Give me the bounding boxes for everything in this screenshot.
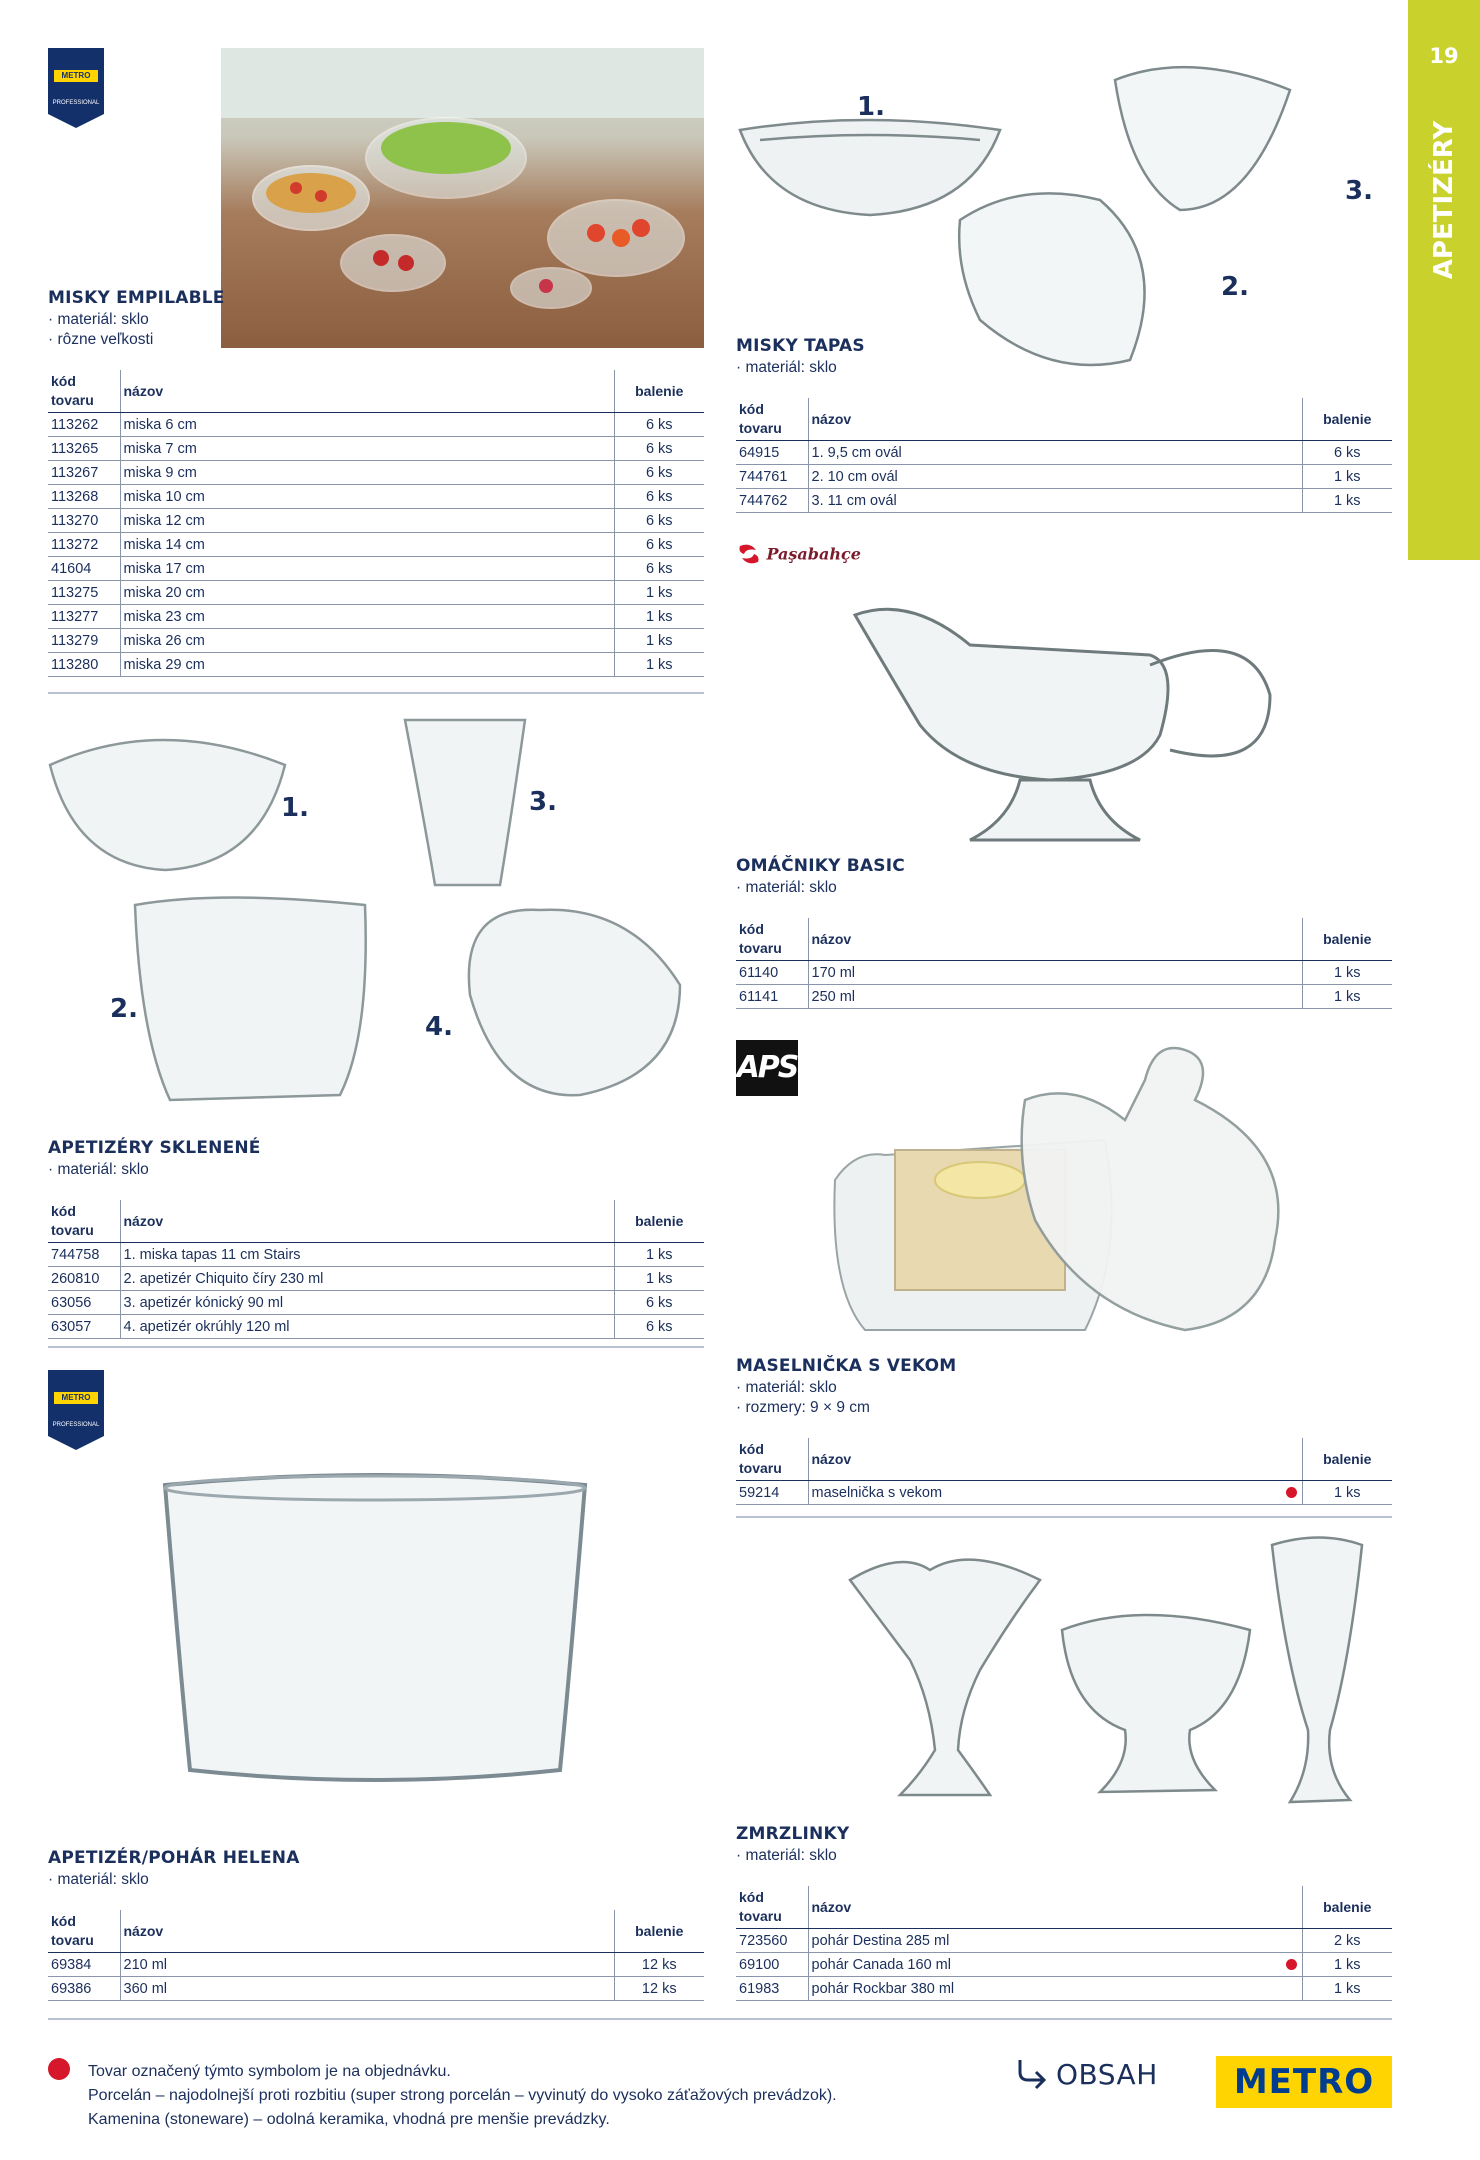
table-row: 113279 miska 26 cm 1 ks xyxy=(48,629,704,653)
maselnicka-table xyxy=(736,1438,1392,1505)
table-row: 113272 miska 14 cm 6 ks xyxy=(48,533,704,557)
sklenene-table xyxy=(48,1200,704,1339)
maselnicka-attr-size: · rozmery: 9 × 9 cm xyxy=(736,1399,870,1416)
metro-footer-logo-text: METRO xyxy=(1233,2062,1375,2102)
table-row: 61140 170 ml 1 ks xyxy=(736,961,1392,985)
tapas-title: MISKY TAPAS xyxy=(736,336,865,356)
zmrzlinky-attr-material: · materiál: sklo xyxy=(736,1847,837,1864)
footer-separator xyxy=(48,2018,1392,2020)
table-row: 113277 miska 23 cm 1 ks xyxy=(48,605,704,629)
chapter-sidebar xyxy=(1408,0,1480,560)
table-header-row: kód tovaru názov balenie xyxy=(48,1910,704,1953)
omacniky-attr-material: · materiál: sklo xyxy=(736,879,837,896)
table-row: 69386 360 ml 12 ks xyxy=(48,1977,704,2001)
footer-legend-dot-icon xyxy=(48,2058,70,2080)
table-row: 113275 miska 20 cm 1 ks xyxy=(48,581,704,605)
table-header-row: kód tovaru názov balenie xyxy=(736,918,1392,961)
table-row: 744762 3. 11 cm ovál 1 ks xyxy=(736,489,1392,513)
sklenene-attr-material: · materiál: sklo xyxy=(48,1161,149,1178)
col-pack-header: balenie xyxy=(614,370,704,413)
badge-professional-text: PROFESSIONAL xyxy=(52,1422,100,1428)
glass-appetizers-illustration xyxy=(40,715,690,1135)
badge-metro-text: METRO xyxy=(61,71,91,80)
zmrzlinky-title: ZMRZLINKY xyxy=(736,1824,850,1844)
col-code-header: kód tovaru xyxy=(48,370,120,413)
ice-cream-cups-illustration xyxy=(840,1530,1400,1820)
badge-professional-text: PROFESSIONAL xyxy=(52,100,100,106)
pasabahce-text: Paşabahçe xyxy=(766,544,861,564)
sklenene-end-rule xyxy=(48,1346,704,1348)
page-number: 19 xyxy=(1429,44,1459,68)
metro-professional-badge xyxy=(48,48,104,124)
maselnicka-attr-material: · materiál: sklo xyxy=(736,1379,837,1396)
tapas-bowls-illustration xyxy=(730,60,1400,380)
order-only-dot-icon xyxy=(1286,1487,1297,1498)
gravy-boat-illustration xyxy=(850,585,1280,855)
aps-logo: APS xyxy=(736,1040,798,1096)
badge-metro-text: METRO xyxy=(61,1393,91,1402)
table-row: 113267 miska 9 cm 6 ks xyxy=(48,461,704,485)
table-row: 64915 1. 9,5 cm ovál 6 ks xyxy=(736,441,1392,465)
table-row: 260810 2. apetizér Chiquito číry 230 ml 1 ks xyxy=(48,1267,704,1291)
tapas-label-2: 2. xyxy=(1221,272,1249,302)
footer-legend-line-2: Porcelán – najodolnejší proti rozbitiu (super strong porcelán – vyvinutý do vysoko záťažových prevádzok). xyxy=(88,2087,837,2104)
sklenene-label-3: 3. xyxy=(529,787,557,817)
metro-badge-shape-icon xyxy=(48,1370,104,1450)
table-header-row: kód tovaru názov balenie xyxy=(736,398,1392,441)
sklenene-label-1: 1. xyxy=(281,793,309,823)
toc-link[interactable] xyxy=(1014,2056,1158,2092)
empilable-photo xyxy=(221,48,704,348)
tapas-label-3: 3. xyxy=(1345,176,1373,206)
footer-legend xyxy=(88,2060,837,2132)
table-row: 113265 miska 7 cm 6 ks xyxy=(48,437,704,461)
table-row: 744761 2. 10 cm ovál 1 ks xyxy=(736,465,1392,489)
table-row: 113280 miska 29 cm 1 ks xyxy=(48,653,704,677)
butter-dish-illustration xyxy=(825,1040,1305,1340)
chapter-label: APETIZÉRY xyxy=(1429,120,1459,280)
empilable-title: MISKY EMPILABLE xyxy=(48,288,225,308)
footer-legend-line-3: Kamenina (stoneware) – odolná keramika, vhodná pre menšie prevádzky. xyxy=(88,2111,610,2128)
order-only-dot-icon xyxy=(1286,1959,1297,1970)
omacniky-title: OMÁČNIKY BASIC xyxy=(736,856,905,876)
arrow-return-icon xyxy=(1014,2056,1054,2092)
empilable-table xyxy=(48,370,704,677)
table-row: 63056 3. apetizér kónický 90 ml 6 ks xyxy=(48,1291,704,1315)
table-row: 63057 4. apetizér okrúhly 120 ml 6 ks xyxy=(48,1315,704,1339)
table-row: 59214 maselnička s vekom 1 ks xyxy=(736,1481,1392,1505)
tapas-label-1: 1. xyxy=(857,92,885,122)
table-row: 744758 1. miska tapas 11 cm Stairs 1 ks xyxy=(48,1243,704,1267)
table-row: 113262 miska 6 cm 6 ks xyxy=(48,413,704,437)
table-row: 69100 pohár Canada 160 ml 1 ks xyxy=(736,1953,1392,1977)
metro-professional-badge-2 xyxy=(48,1370,104,1446)
toc-link-label: OBSAH xyxy=(1056,2057,1158,2091)
table-row: 61983 pohár Rockbar 380 ml 1 ks xyxy=(736,1977,1392,2001)
table-row: 41604 miska 17 cm 6 ks xyxy=(48,557,704,581)
helena-glass-illustration xyxy=(160,1470,590,1790)
metro-badge-shape-icon xyxy=(48,48,104,128)
sklenene-title: APETIZÉRY SKLENENÉ xyxy=(48,1138,261,1158)
col-name-header: názov xyxy=(120,370,614,413)
table-row: 61141 250 ml 1 ks xyxy=(736,985,1392,1009)
tapas-table xyxy=(736,398,1392,513)
table-header-row xyxy=(48,370,704,413)
maselnicka-title: MASELNIČKA S VEKOM xyxy=(736,1356,957,1376)
table-row: 723560 pohár Destina 285 ml 2 ks xyxy=(736,1929,1392,1953)
sklenene-label-2: 2. xyxy=(110,994,138,1024)
metro-footer-logo xyxy=(1216,2056,1392,2108)
pasabahce-logo xyxy=(736,542,861,566)
empilable-end-rule xyxy=(48,692,704,694)
maselnicka-end-rule xyxy=(736,1516,1392,1518)
helena-table xyxy=(48,1910,704,2001)
helena-attr-material: · materiál: sklo xyxy=(48,1871,149,1888)
table-header-row: kód tovaru názov balenie xyxy=(736,1438,1392,1481)
omacniky-table xyxy=(736,918,1392,1009)
sklenene-label-4: 4. xyxy=(425,1012,453,1042)
table-row: 113270 miska 12 cm 6 ks xyxy=(48,509,704,533)
helena-title: APETIZÉR/POHÁR HELENA xyxy=(48,1848,300,1868)
tapas-attr-material: · materiál: sklo xyxy=(736,359,837,376)
table-row: 69384 210 ml 12 ks xyxy=(48,1953,704,1977)
pasabahce-mark-icon xyxy=(736,542,762,566)
table-header-row: kód tovaru názov balenie xyxy=(48,1200,704,1243)
empilable-attr-material: · materiál: sklo xyxy=(48,311,149,328)
empilable-attr-sizes: · rôzne veľkosti xyxy=(48,331,154,348)
table-header-row: kód tovaru názov balenie xyxy=(736,1886,1392,1929)
footer-legend-line-1: Tovar označený týmto symbolom je na objednávku. xyxy=(88,2063,451,2080)
table-row: 113268 miska 10 cm 6 ks xyxy=(48,485,704,509)
zmrzlinky-table xyxy=(736,1886,1392,2001)
